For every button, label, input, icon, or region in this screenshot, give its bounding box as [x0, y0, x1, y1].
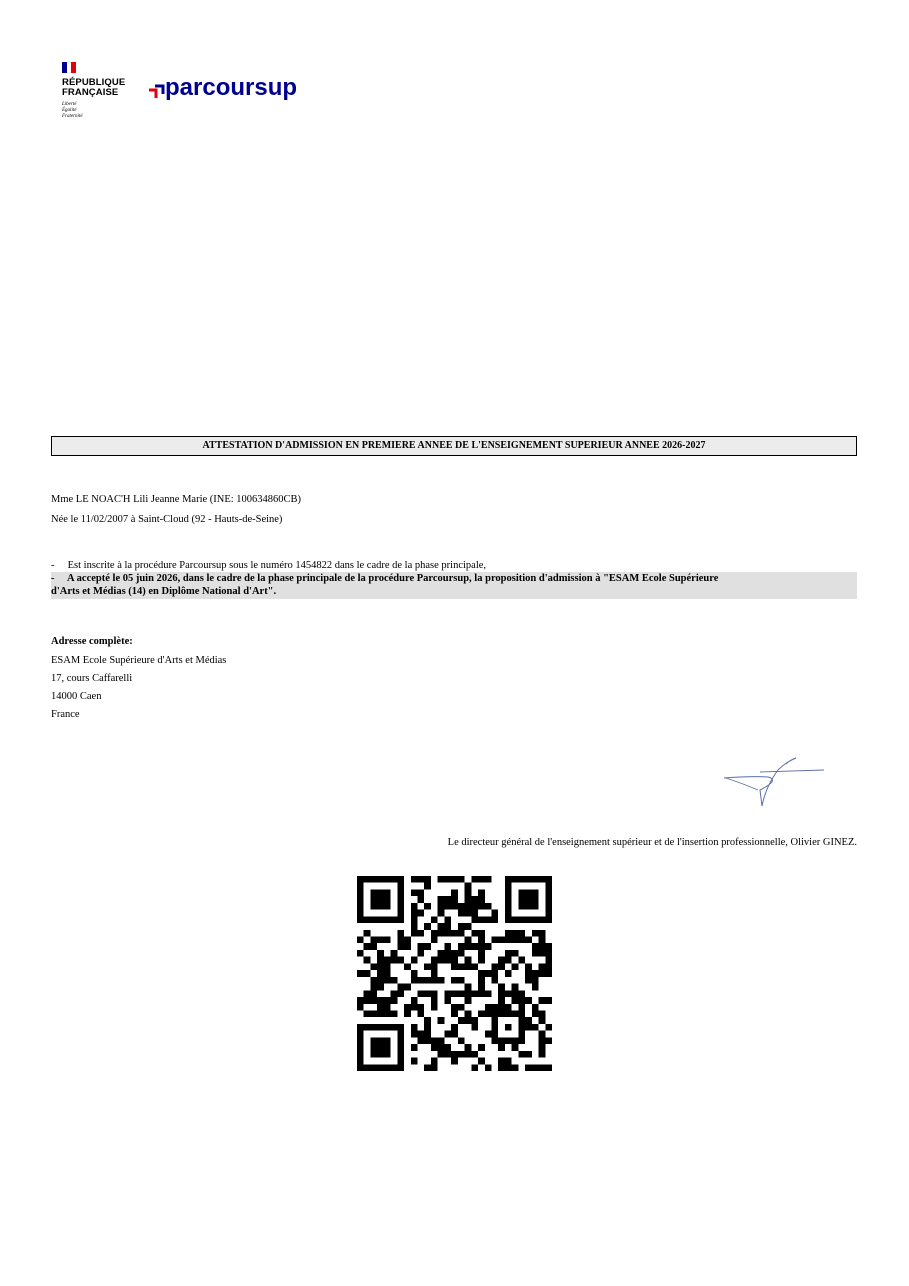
- signature: [720, 750, 838, 812]
- rf-motto-3: Fraternité: [62, 114, 83, 119]
- document-title: ATTESTATION D'ADMISSION EN PREMIERE ANNEE DE L'ENSEIGNEMENT SUPERIEUR ANNEE 2026-2027: [51, 436, 857, 456]
- qr-code-icon: [357, 876, 552, 1071]
- republique-francaise-logo: [60, 62, 140, 126]
- rf-motto-1: Liberté: [62, 102, 77, 107]
- rf-logo-line-2: FRANÇAISE: [62, 87, 119, 98]
- address-line: France: [51, 709, 80, 720]
- address-line: 17, cours Caffarelli: [51, 673, 133, 684]
- rf-logo-line-1: RÉPUBLIQUE: [62, 77, 126, 88]
- acceptance-statement: [51, 572, 857, 599]
- registration-statement: - Est inscrite à la procédure Parcoursup sous le numéro 1454822 dans le cadre de la phase principale,: [51, 560, 487, 571]
- parcoursup-wordmark: parcoursup: [165, 74, 298, 101]
- rf-motto-2: Égalité: [62, 108, 77, 113]
- parcoursup-mark-icon: [147, 84, 165, 104]
- address-line: 14000 Caen: [51, 691, 102, 702]
- acceptance-line-2: d'Arts et Médias (14) en Diplôme National d'Art".: [51, 586, 277, 597]
- address-line: ESAM Ecole Supérieure d'Arts et Médias: [51, 655, 227, 666]
- parcoursup-logo: [147, 72, 337, 108]
- candidate-birth: Née le 11/02/2007 à Saint-Cloud (92 - Hauts-de-Seine): [51, 514, 283, 525]
- acceptance-line-1: - A accepté le 05 juin 2026, dans le cadre de la phase principale de la procédure Parcoursup, la proposition d'admission à "ESAM Ecole Supérieure: [51, 573, 719, 584]
- address-heading: Adresse complète:: [51, 636, 133, 647]
- french-flag-icon: [62, 62, 76, 73]
- signatory-line: Le directeur général de l'enseignement supérieur et de l'insertion professionnelle, Olivier GINEZ.: [447, 837, 857, 848]
- candidate-name: Mme LE NOAC'H Lili Jeanne Marie (INE: 100634860CB): [51, 494, 302, 505]
